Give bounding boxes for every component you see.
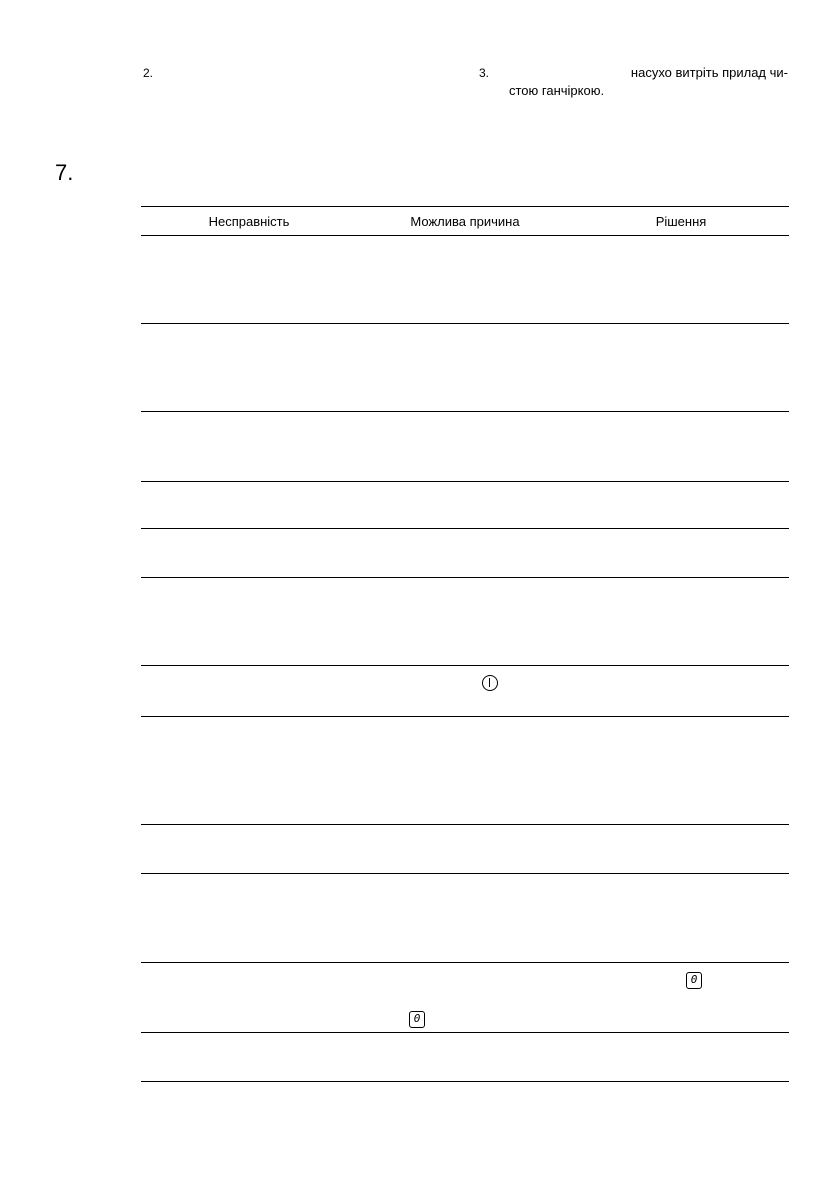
table-row-divider [141,962,789,963]
header-fault: Несправність [208,214,290,229]
table-row-divider [141,411,789,412]
table-header [141,206,789,236]
header-solution: Рішення [655,214,707,229]
table-row-divider [141,323,789,324]
power-icon [482,675,498,691]
table-row-divider [141,528,789,529]
table-row-divider [141,577,789,578]
step-2-number: 2. [143,66,154,80]
section-number: 7. [55,160,74,185]
table-row-divider [141,716,789,717]
table-bottom-border [141,1081,789,1082]
step-3-text-line1: насухо витріть прилад чи- [630,65,788,80]
table-row-divider [141,481,789,482]
digit-zero-icon: 0 [409,1011,425,1028]
step-3-text-line2: стою ганчіркою. [509,83,605,98]
digit-zero-icon: 0 [686,972,702,989]
table-row-divider [141,665,789,666]
step-3-number: 3. [479,66,490,80]
table-row-divider [141,824,789,825]
header-possible-cause: Можлива причина [410,214,520,229]
table-row-divider [141,1032,789,1033]
table-row-divider [141,873,789,874]
